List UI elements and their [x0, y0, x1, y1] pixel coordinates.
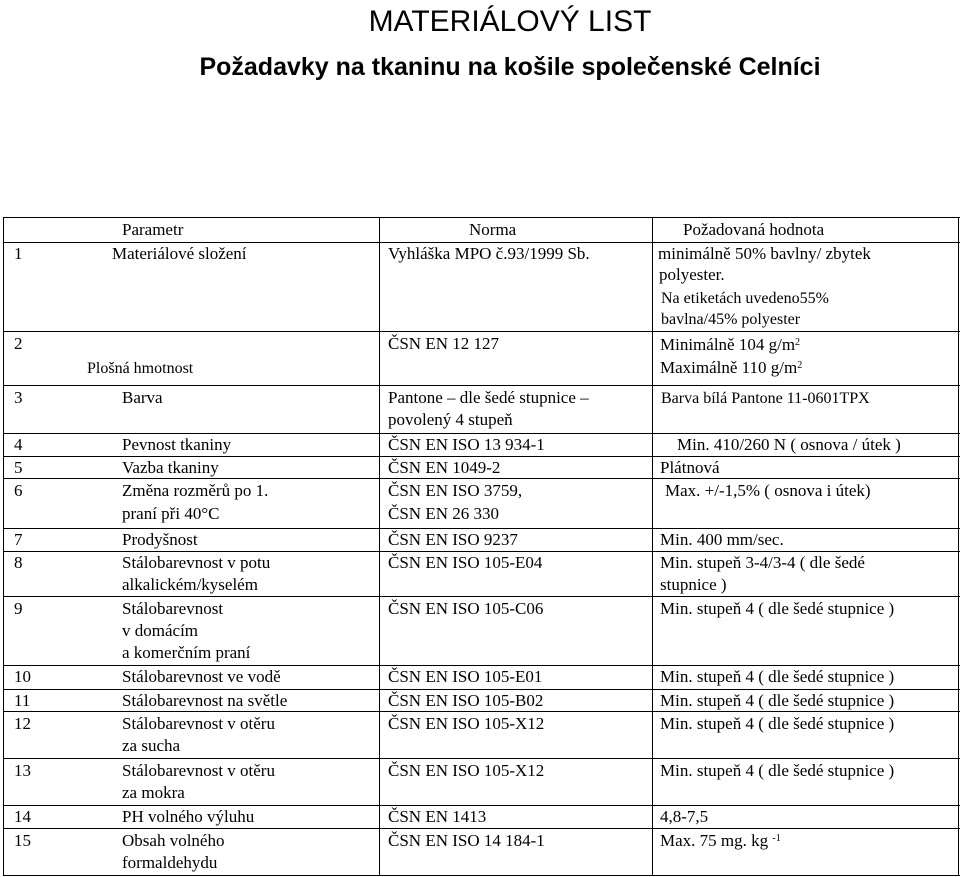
norm-cell: ČSN EN 1049-2	[388, 458, 501, 477]
unit-superscript: 2	[795, 337, 801, 348]
param-cell: Vazba tkaniny	[122, 458, 219, 477]
value-cell: Min. stupeň 4 ( dle šedé stupnice )	[660, 667, 895, 686]
column-header-hodnota: Požadovaná hodnota	[683, 220, 825, 239]
row-number: 1	[14, 244, 23, 263]
value-cell: Min. stupeň 4 ( dle šedé stupnice )	[660, 714, 895, 733]
param-cell: Stálobarevnost ve vodě	[122, 667, 281, 686]
column-divider	[379, 217, 380, 876]
row-number: 13	[14, 761, 31, 780]
row-number: 9	[14, 599, 23, 618]
unit-superscript: 2	[797, 360, 803, 371]
value-cell: 4,8-7,5	[660, 807, 709, 826]
value-line: bavlna/45% polyester	[661, 311, 801, 328]
value-line: minimálně 50% bavlny/ zbytek	[658, 244, 871, 263]
page-subtitle: Požadavky na tkaninu na košile společenské Celníci	[199, 53, 821, 81]
norm-cell: ČSN EN ISO 105-X12	[388, 761, 545, 780]
norm-cell: Vyhláška MPO č.93/1999 Sb.	[388, 244, 590, 263]
norm-cell: ČSN EN ISO 105-E04	[388, 553, 543, 572]
unit-superscript: -1	[772, 833, 781, 844]
table-border-top	[3, 217, 960, 218]
param-cell: Materiálové složení	[112, 244, 247, 263]
value-line: Min. stupeň 3-4/3-4 ( dle šedé	[660, 553, 865, 572]
row-number: 10	[14, 667, 31, 686]
param-cell: Barva	[122, 388, 163, 407]
value-line	[660, 357, 802, 379]
param-line: Stálobarevnost v otěru	[122, 761, 275, 780]
norm-cell: ČSN EN 1413	[388, 807, 487, 826]
norm-line: ČSN EN ISO 3759,	[388, 481, 523, 500]
row-number: 4	[14, 435, 23, 454]
param-cell: Plošná hmotnost	[87, 360, 194, 377]
row-number: 12	[14, 714, 31, 733]
norm-cell: ČSN EN ISO 105-C06	[388, 599, 544, 618]
param-cell: Pevnost tkaniny	[122, 435, 232, 454]
param-line: v domácím	[122, 621, 199, 640]
value-cell: Plátnová	[660, 458, 720, 477]
value-cell: Barva bílá Pantone 11-0601TPX	[661, 390, 870, 407]
row-number: 5	[14, 458, 23, 477]
param-line: za mokra	[122, 783, 185, 802]
row-number: 14	[14, 807, 31, 826]
norm-line: povolený 4 stupeň	[388, 410, 513, 429]
row-number: 8	[14, 553, 23, 572]
norm-cell: ČSN EN ISO 14 184-1	[388, 831, 545, 850]
norm-cell: ČSN EN 12 127	[388, 334, 499, 353]
norm-line: Pantone – dle šedé stupnice –	[388, 388, 589, 407]
value-cell: Min. 410/260 N ( osnova / útek )	[677, 435, 901, 454]
value-text: Max. 75 mg. kg	[660, 831, 769, 850]
row-divider	[3, 596, 960, 597]
row-number: 15	[14, 831, 31, 850]
param-line: a komerčním praní	[122, 643, 251, 662]
row-number: 7	[14, 530, 23, 549]
value-line: stupnice )	[660, 575, 727, 594]
value-cell: Min. stupeň 4 ( dle šedé stupnice )	[660, 599, 895, 618]
value-line: polyester.	[659, 265, 725, 284]
column-header-parametr: Parametr	[122, 220, 184, 239]
param-line: Stálobarevnost v potu	[122, 553, 271, 572]
row-divider	[3, 758, 960, 759]
param-line: Stálobarevnost	[122, 599, 224, 618]
row-number: 11	[14, 691, 31, 710]
value-cell: Max. +/-1,5% ( osnova i útek)	[665, 481, 871, 500]
param-line: alkalickém/kyselém	[122, 575, 258, 594]
column-divider	[652, 217, 653, 876]
row-divider	[3, 828, 960, 829]
row-divider	[3, 331, 960, 332]
value-cell: Min. 400 mm/sec.	[660, 530, 784, 549]
param-cell: Stálobarevnost na světle	[122, 691, 288, 710]
column-header-norma: Norma	[469, 220, 517, 239]
row-number: 3	[14, 388, 23, 407]
norm-cell: ČSN EN ISO 13 934-1	[388, 435, 545, 454]
table-border-left	[3, 217, 4, 876]
table-border-right	[958, 217, 959, 876]
param-cell: Prodyšnost	[122, 530, 198, 549]
value-line	[660, 334, 800, 356]
param-line: Obsah volného	[122, 831, 225, 850]
param-cell: PH volného výluhu	[122, 807, 255, 826]
norm-cell: ČSN EN ISO 105-E01	[388, 667, 543, 686]
norm-cell: ČSN EN ISO 105-B02	[388, 691, 544, 710]
value-cell: Min. stupeň 4 ( dle šedé stupnice )	[660, 691, 895, 710]
param-line: za sucha	[122, 736, 181, 755]
value-cell	[660, 830, 781, 852]
param-line: praní při 40°C	[122, 504, 220, 523]
value-cell: Min. stupeň 4 ( dle šedé stupnice )	[660, 761, 895, 780]
param-line: Stálobarevnost v otěru	[122, 714, 275, 733]
table-border-bottom	[3, 875, 960, 876]
norm-cell: ČSN EN ISO 9237	[388, 530, 518, 549]
value-min: Minimálně 104 g/m	[660, 335, 796, 354]
row-number: 2	[14, 334, 23, 353]
norm-line: ČSN EN 26 330	[388, 504, 499, 523]
row-divider	[3, 385, 960, 386]
page-title: MATERIÁLOVÝ LIST	[368, 5, 652, 38]
value-line: Na etiketách uvedeno55%	[661, 290, 829, 307]
norm-cell: ČSN EN ISO 105-X12	[388, 714, 545, 733]
param-line: formaldehydu	[122, 853, 218, 872]
row-number: 6	[14, 481, 23, 500]
param-line: Změna rozměrů po 1.	[122, 481, 269, 500]
value-max: Maximálně 110 g/m	[660, 358, 798, 377]
